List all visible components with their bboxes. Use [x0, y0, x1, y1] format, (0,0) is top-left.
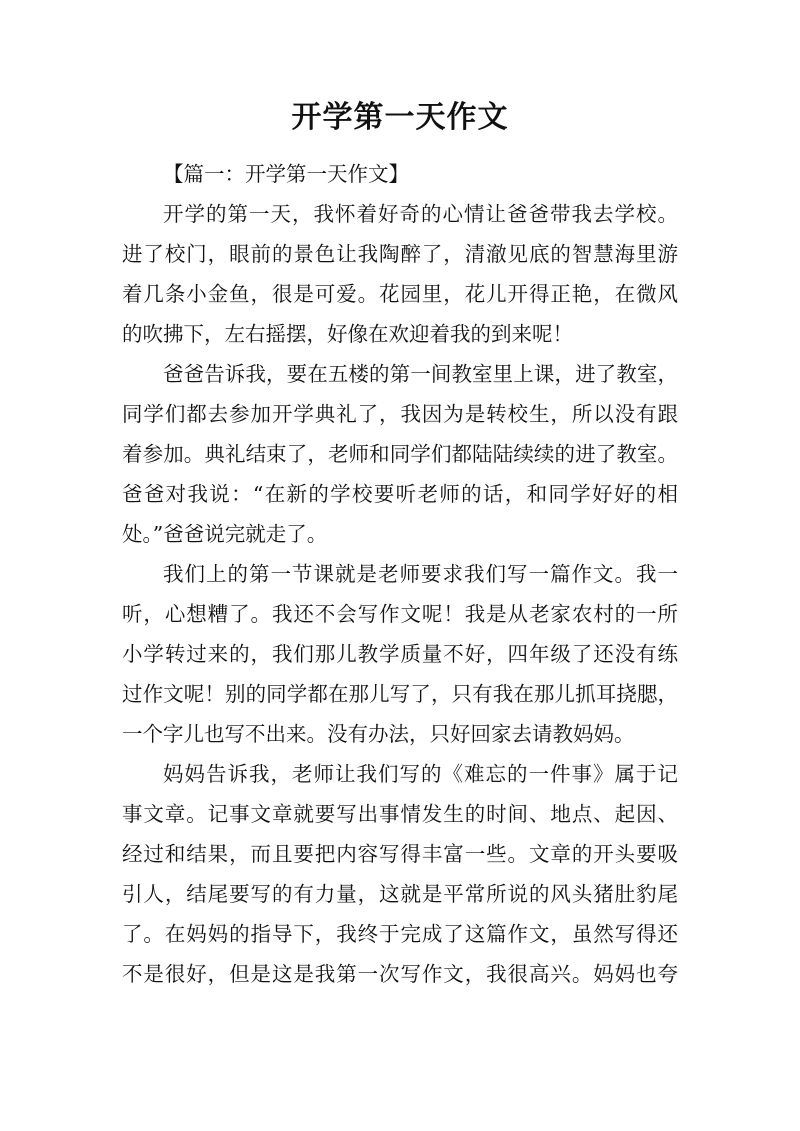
text-line: 小学转过来的，我们那儿教学质量不好，四年级了还没有练 [122, 642, 678, 666]
text-line: 同学们都去参加开学典礼了，我因为是转校生，所以没有跟 [122, 402, 678, 426]
text-line: 了。在妈妈的指导下，我终于完成了这篇作文，虽然写得还 [122, 922, 678, 946]
document-title: 开学第一天作文 [291, 100, 509, 135]
text-line: 妈妈告诉我，老师让我们写的《难忘的一件事》属于记 [163, 762, 678, 786]
section-heading: 【篇一：开学第一天作文】 [163, 162, 409, 186]
text-line: 过作文呢！别的同学都在那儿写了，只有我在那儿抓耳挠腮， [122, 682, 678, 706]
document-body [122, 154, 678, 994]
text-line: 爸爸告诉我，要在五楼的第一间教室里上课，进了教室， [163, 362, 678, 386]
text-line: 的吹拂下，左右摇摆，好像在欢迎着我的到来呢！ [122, 322, 573, 346]
paragraph-4 [122, 754, 678, 994]
text-line: 着几条小金鱼，很是可爱。花园里，花儿开得正艳，在微风 [122, 282, 678, 306]
paragraph-1 [122, 194, 678, 354]
text-line: 一个字儿也写不出来。没有办法，只好回家去请教妈妈。 [122, 722, 635, 746]
text-line: 爸爸对我说：“在新的学校要听老师的话，和同学好好的相 [122, 482, 678, 506]
text-line: 着参加。典礼结束了，老师和同学们都陆陆续续的进了教室。 [122, 442, 678, 466]
text-line: 进了校门，眼前的景色让我陶醉了，清澈见底的智慧海里游 [122, 242, 678, 266]
paragraph-2 [122, 354, 678, 554]
text-line: 引人，结尾要写的有力量，这就是平常所说的风头猪肚豹尾 [122, 882, 678, 906]
text-line: 事文章。记事文章就要写出事情发生的时间、地点、起因、 [122, 802, 678, 826]
text-line: 我们上的第一节课就是老师要求我们写一篇作文。我一 [163, 562, 678, 586]
text-line: 不是很好，但是这是我第一次写作文，我很高兴。妈妈也夸 [122, 962, 678, 986]
text-line: 经过和结果，而且要把内容写得丰富一些。文章的开头要吸 [122, 842, 678, 866]
text-line: 听，心想糟了。我还不会写作文呢！我是从老家农村的一所 [122, 602, 678, 626]
paragraph-3 [122, 554, 678, 754]
text-line: 开学的第一天，我怀着好奇的心情让爸爸带我去学校。 [163, 202, 678, 226]
text-line: 处。”爸爸说完就走了。 [122, 522, 328, 546]
